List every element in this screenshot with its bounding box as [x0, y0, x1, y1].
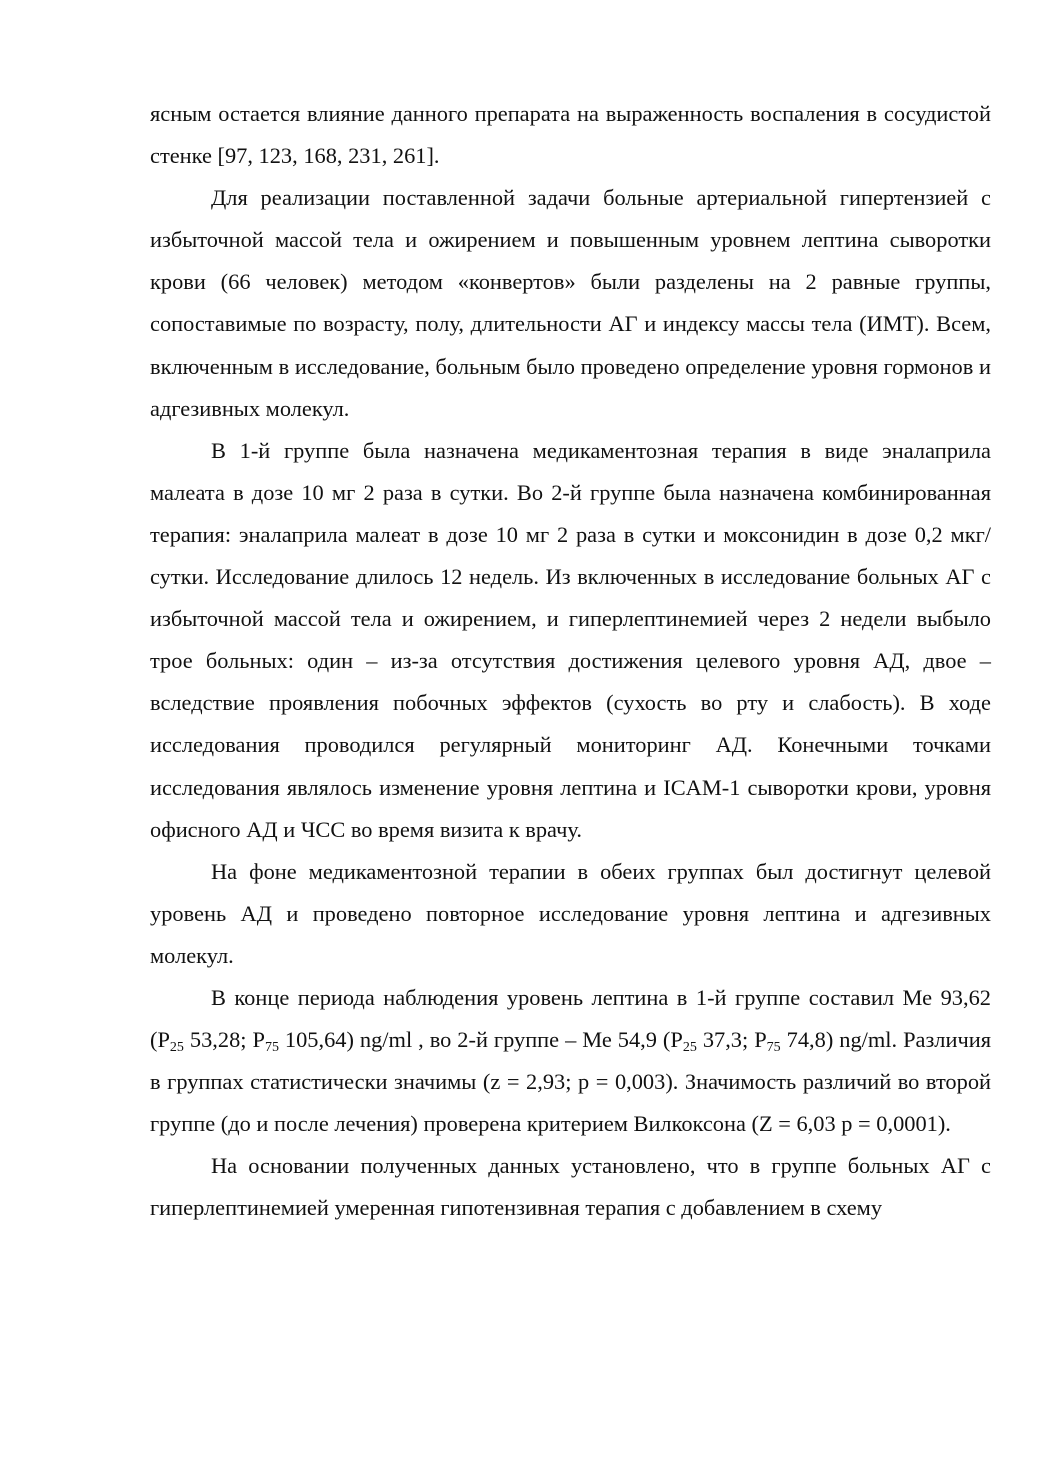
leptin-results-text: 105,64) ng/ml , во 2-й группе – Ме 54,9 (Р: [278, 1027, 683, 1053]
percentile-subscript: 25: [169, 1040, 184, 1056]
paragraph-target-bp: На фоне медикаментозной терапии в обеих группах был достигнут целевой уровень АД и проведено повторное исследование уровня лептина и адгезивных молекул.: [150, 858, 991, 968]
paragraph-conclusion: На основании полученных данных установлено, что в группе больных АГ с гиперлептинемией умеренная гипотензивная терапия с добавлением в схему: [150, 1153, 991, 1221]
percentile-subscript: 75: [766, 1040, 781, 1056]
percentile-subscript: 75: [264, 1040, 279, 1056]
leptin-results-text: 74,8) ng/ml. Различия в группах статистически значимы (z = 2,93; p = 0,003). Значимость различий во второй группе (до и после лечения) проверена критерием Вилкоксона (Z = 6,03 p = 0,0001).: [150, 1027, 992, 1137]
paragraph-continuation: ясным остается влияние данного препарата на выраженность воспаления в сосудистой стенке [97, 123, 168, 231, 261].: [150, 101, 991, 169]
paragraph-leptin-results: [150, 977, 991, 1145]
document-page: [150, 93, 991, 1230]
leptin-results-text: В конце периода наблюдения уровень лептина в 1-й группе составил Ме 93,62 (Р: [150, 984, 991, 1053]
leptin-results-text: 37,3; Р: [696, 1027, 767, 1053]
leptin-results-text: 53,28; Р: [183, 1027, 265, 1053]
paragraph-study-design: Для реализации поставленной задачи больные артериальной гипертензией с избыточной массой тела и ожирением и повышенным уровнем лептина сыворотки крови (66 человек) методом «конвертов» были разделены на 2 равные группы, сопоставимые по возрасту, полу, длительности АГ и индексу массы тела (ИМТ). Всем, включенным в исследование, больным было проведено определение уровня гормонов и адгезивных молекул.: [150, 185, 991, 421]
paragraph-therapy-groups: В 1-й группе была назначена медикаментозная терапия в виде эналаприла малеата в дозе 10 мг 2 раза в сутки. Во 2-й группе была назначена комбинированная терапия: эналаприла малеат в дозе 10 мг 2 раза в сутки и моксонидин в дозе 0,2 мкг/сутки. Исследование длилось 12 недель. Из включенных в исследование больных АГ с избыточной массой тела и ожирением, и гиперлептинемией через 2 недели выбыло трое больных: один – из-за отсутствия достижения целевого уровня АД, двое – вследствие проявления побочных эффектов (сухость во рту и слабость). В ходе исследования проводился регулярный мониторинг АД. Конечными точками исследования являлось изменение уровня лептина и ICAM-1 сыворотки крови, уровня офисного АД и ЧСС во время визита к врачу.: [150, 437, 991, 842]
percentile-subscript: 25: [682, 1040, 697, 1056]
